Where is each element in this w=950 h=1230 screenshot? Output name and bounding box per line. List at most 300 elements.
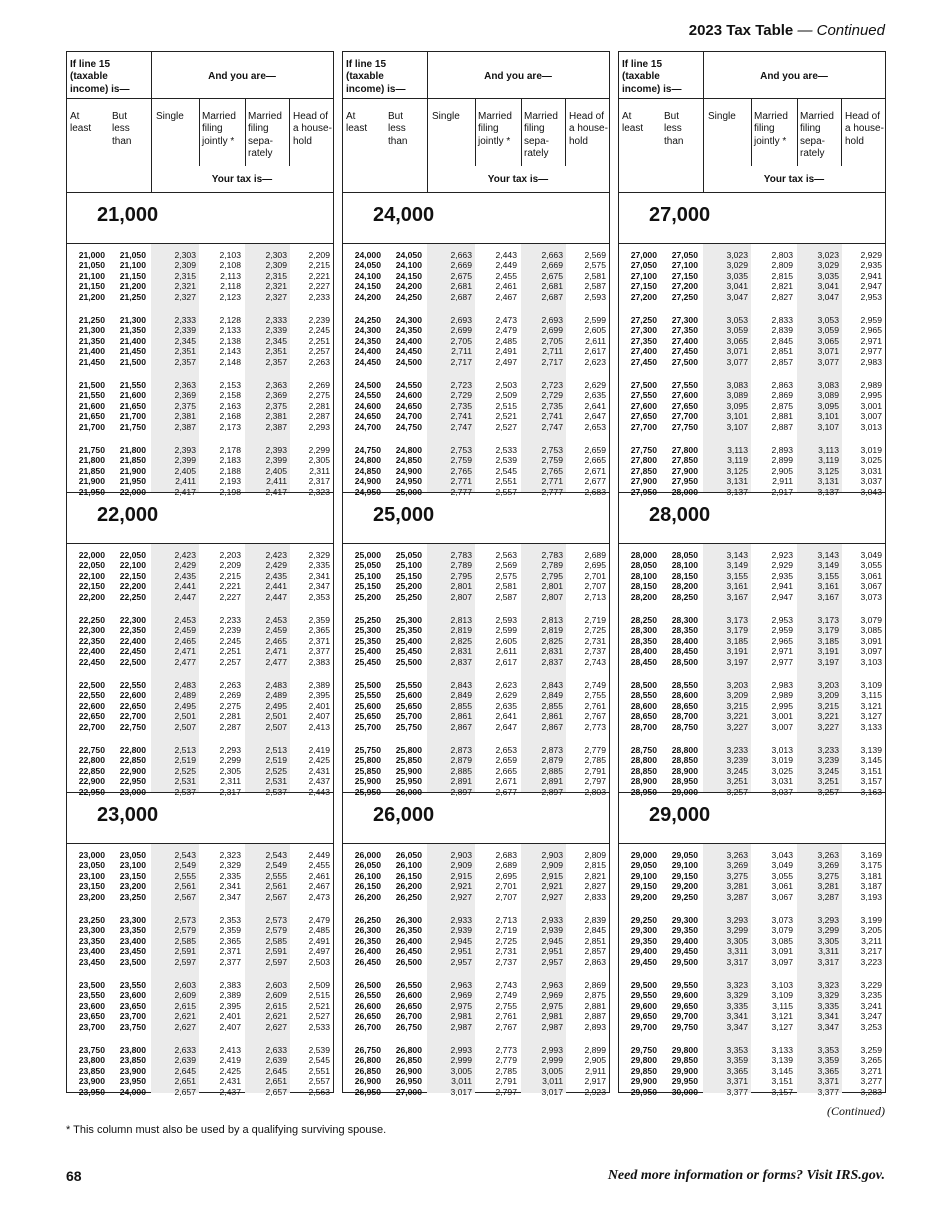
but-less-than-cell: 28,700 [671, 711, 698, 722]
married-separately-tax-cell: 2,975 [541, 1000, 563, 1011]
married-separately-tax-cell: 2,903 [541, 850, 563, 860]
married-jointly-tax-cell: 2,539 [495, 455, 517, 466]
at-least-cell: 24,550 [354, 390, 381, 401]
married-jointly-tax-cell: 3,151 [771, 1076, 793, 1087]
head-household-tax-cell: 2,395 [308, 690, 330, 701]
table-row [343, 946, 609, 956]
but-less-than-cell: 22,100 [119, 560, 146, 571]
married-separately-tax-cell: 2,993 [541, 1045, 563, 1055]
married-separately-tax-cell: 2,861 [541, 711, 563, 722]
rule-line [797, 98, 798, 166]
table-panel [66, 51, 334, 1097]
at-least-cell: 26,400 [354, 946, 381, 957]
married-separately-tax-cell: 2,789 [541, 560, 563, 571]
married-jointly-tax-cell: 2,389 [219, 990, 241, 1001]
married-separately-tax-cell: 2,573 [265, 915, 287, 925]
head-household-tax-cell: 2,551 [308, 1065, 330, 1076]
head-household-tax-cell: 2,605 [584, 325, 606, 336]
single-tax-cell: 2,531 [174, 776, 196, 787]
table-row [343, 250, 609, 260]
single-tax-cell: 2,645 [174, 1065, 196, 1076]
single-tax-cell: 2,327 [174, 291, 196, 302]
married-jointly-tax-cell: 2,869 [771, 390, 793, 401]
income-section [67, 493, 333, 797]
single-tax-cell: 2,723 [450, 380, 472, 390]
single-tax-cell: 2,693 [450, 315, 472, 325]
and-you-are-label: And you are— [484, 71, 552, 82]
married-separately-tax-cell: 3,185 [817, 635, 839, 646]
married-jointly-tax-cell: 2,275 [219, 700, 241, 711]
at-least-cell: 23,300 [78, 925, 105, 936]
married-jointly-tax-cell: 2,695 [495, 870, 517, 881]
married-jointly-tax-cell: 2,611 [496, 646, 517, 657]
table-row [619, 871, 885, 881]
married-jointly-tax-cell: 2,323 [219, 850, 241, 860]
head-household-tax-cell: 3,061 [860, 570, 882, 581]
table-row [67, 390, 333, 400]
married-separately-tax-cell: 3,059 [817, 325, 839, 336]
section-title: 29,000 [649, 804, 711, 826]
married-jointly-tax-cell: 2,263 [219, 680, 241, 690]
married-separately-tax-cell: 2,771 [541, 476, 563, 487]
single-tax-cell: 2,783 [450, 550, 472, 560]
married-separately-tax-cell: 2,339 [265, 325, 287, 336]
married-separately-tax-cell: 3,071 [817, 346, 839, 357]
at-least-cell: 21,850 [78, 465, 105, 476]
table-row [343, 1055, 609, 1065]
single-tax-cell: 2,753 [450, 445, 472, 455]
table-row [67, 925, 333, 935]
married-separately-tax-cell: 2,759 [541, 455, 563, 466]
married-jointly-tax-cell: 2,563 [495, 550, 517, 560]
married-jointly-tax-cell: 2,245 [219, 635, 241, 646]
head-household-tax-cell: 3,103 [860, 656, 882, 667]
married-separately-tax-cell: 2,687 [541, 291, 563, 302]
rule-line [619, 98, 885, 99]
but-less-than-cell: 25,400 [395, 635, 422, 646]
table-row [67, 990, 333, 1000]
single-tax-cell: 3,299 [726, 925, 748, 936]
but-less-than-cell: 23,200 [119, 881, 146, 892]
at-least-cell: 24,300 [354, 325, 381, 336]
table-row [619, 476, 885, 486]
single-tax-cell: 2,891 [450, 776, 472, 787]
but-less-than-cell: 29,800 [671, 1045, 698, 1055]
married-separately-label: Married filing sepa- rately [248, 111, 282, 160]
married-jointly-tax-cell: 3,013 [771, 745, 793, 755]
and-you-are-label: And you are— [208, 71, 276, 82]
single-tax-cell: 2,771 [450, 476, 472, 487]
but-less-than-cell: 26,350 [395, 925, 422, 936]
at-least-cell: 23,000 [78, 850, 105, 860]
section-title: 27,000 [649, 204, 711, 226]
at-least-cell: 29,700 [630, 1021, 657, 1032]
single-tax-cell: 3,023 [726, 250, 748, 260]
head-household-tax-cell: 2,281 [308, 400, 330, 411]
but-less-than-cell: 26,300 [395, 915, 422, 925]
head-household-tax-cell: 2,227 [308, 281, 330, 292]
table-row [67, 701, 333, 711]
table-row [67, 881, 333, 891]
head-household-tax-cell: 2,983 [860, 356, 882, 367]
at-least-cell: 27,050 [630, 260, 657, 271]
married-separately-tax-cell: 2,633 [265, 1045, 287, 1055]
at-least-cell: 22,500 [78, 680, 105, 690]
married-separately-tax-cell: 2,927 [541, 891, 563, 902]
single-tax-cell: 3,047 [726, 291, 748, 302]
single-tax-cell: 2,909 [450, 860, 472, 871]
at-least-cell: 26,050 [354, 860, 381, 871]
single-tax-cell: 2,795 [450, 570, 472, 581]
at-least-cell: 22,250 [78, 615, 105, 625]
married-separately-tax-cell: 3,335 [817, 1000, 839, 1011]
rule-line [245, 98, 246, 166]
table-row [343, 936, 609, 946]
head-household-label: Head of a house- hold [569, 111, 608, 147]
married-separately-tax-cell: 2,957 [541, 956, 563, 967]
married-separately-tax-cell: 2,489 [265, 690, 287, 701]
married-jointly-tax-cell: 2,737 [495, 956, 517, 967]
married-separately-label: Married filing sepa- rately [800, 111, 834, 160]
married-jointly-tax-cell: 2,569 [495, 560, 517, 571]
head-household-tax-cell: 3,223 [860, 956, 882, 967]
table-row [343, 281, 609, 291]
single-tax-cell: 3,179 [726, 625, 748, 636]
head-household-tax-cell: 2,419 [308, 745, 330, 755]
married-jointly-tax-cell: 2,941 [771, 581, 793, 592]
married-jointly-tax-cell: 2,803 [771, 250, 793, 260]
head-household-tax-cell: 2,887 [584, 1011, 606, 1022]
married-separately-tax-cell: 2,651 [265, 1076, 287, 1087]
head-household-tax-cell: 2,341 [308, 570, 330, 581]
but-less-than-cell: 25,650 [395, 700, 422, 711]
single-tax-cell: 2,669 [450, 260, 472, 271]
married-separately-tax-cell: 3,371 [817, 1076, 839, 1087]
table-row [343, 680, 609, 690]
single-tax-cell: 2,813 [450, 615, 472, 625]
table-row [619, 1045, 885, 1055]
but-less-than-cell: 23,000 [119, 786, 146, 797]
married-separately-tax-cell: 2,657 [265, 1086, 287, 1097]
single-tax-cell: 3,365 [726, 1065, 748, 1076]
married-jointly-tax-cell: 2,527 [495, 421, 517, 432]
but-less-than-cell: 27,100 [671, 260, 698, 271]
head-household-tax-cell: 2,791 [584, 765, 606, 776]
at-least-cell: 26,300 [354, 925, 381, 936]
married-separately-tax-cell: 3,353 [817, 1045, 839, 1055]
line15-label: If line 15 (taxable income) is— [70, 59, 130, 95]
head-household-tax-cell: 2,773 [584, 721, 606, 732]
table-row [619, 615, 885, 625]
but-less-than-cell: 21,750 [119, 421, 146, 432]
at-least-cell: 22,100 [78, 570, 105, 581]
table-row [619, 292, 885, 302]
table-row [619, 1087, 885, 1097]
single-tax-cell: 3,263 [726, 850, 748, 860]
head-household-tax-cell: 2,257 [308, 346, 330, 357]
head-household-tax-cell: 3,283 [860, 1086, 882, 1097]
married-jointly-tax-cell: 3,019 [771, 755, 793, 766]
married-separately-tax-cell: 2,363 [265, 380, 287, 390]
but-less-than-cell: 23,850 [119, 1055, 146, 1066]
head-household-tax-cell: 2,977 [860, 346, 882, 357]
single-tax-cell: 2,627 [174, 1021, 196, 1032]
table-row [343, 881, 609, 891]
married-jointly-tax-cell: 2,791 [495, 1076, 517, 1087]
married-separately-tax-cell: 2,807 [541, 591, 563, 602]
but-less-than-cell: 28,050 [671, 550, 698, 560]
at-least-cell: 29,250 [630, 915, 657, 925]
at-least-cell: 24,450 [354, 356, 381, 367]
at-least-cell: 29,500 [630, 980, 657, 990]
single-tax-cell: 3,305 [726, 935, 748, 946]
married-separately-tax-cell: 2,693 [541, 315, 563, 325]
but-less-than-cell: 24,500 [395, 356, 422, 367]
married-jointly-tax-cell: 2,947 [771, 591, 793, 602]
at-least-cell: 24,700 [354, 421, 381, 432]
table-row [67, 281, 333, 291]
at-least-cell: 28,350 [630, 635, 657, 646]
but-less-than-cell: 29,300 [671, 915, 698, 925]
table-row [67, 860, 333, 870]
at-least-cell: 27,450 [630, 356, 657, 367]
but-less-than-cell: 22,250 [119, 591, 146, 602]
but-less-than-cell: 26,400 [395, 935, 422, 946]
married-jointly-tax-cell: 2,773 [495, 1045, 517, 1055]
single-tax-cell: 3,017 [450, 1086, 472, 1097]
but-less-than-cell: 27,200 [671, 281, 698, 292]
at-least-cell: 24,950 [354, 486, 381, 497]
but-less-than-cell: 29,700 [671, 1011, 698, 1022]
head-household-tax-cell: 3,199 [860, 915, 882, 925]
but-less-than-cell: 28,300 [671, 615, 698, 625]
head-household-tax-cell: 3,055 [860, 560, 882, 571]
at-least-cell: 28,200 [630, 591, 657, 602]
table-row [67, 380, 333, 390]
married-separately-tax-cell: 2,777 [541, 486, 563, 497]
table-row [67, 980, 333, 990]
married-jointly-tax-cell: 2,425 [219, 1065, 241, 1076]
table-row [343, 636, 609, 646]
at-least-cell: 21,150 [78, 281, 105, 292]
but-less-than-cell: 28,500 [671, 656, 698, 667]
but-less-than-cell: 25,300 [395, 615, 422, 625]
married-separately-tax-cell: 2,813 [541, 615, 563, 625]
single-tax-cell: 2,495 [174, 700, 196, 711]
single-tax-cell: 2,363 [174, 380, 196, 390]
at-least-cell: 29,400 [630, 946, 657, 957]
married-jointly-tax-cell: 2,479 [495, 325, 517, 336]
single-tax-cell: 3,137 [726, 486, 748, 497]
at-least-cell: 24,400 [354, 346, 381, 357]
married-separately-tax-cell: 3,113 [818, 445, 839, 455]
single-tax-cell: 2,957 [450, 956, 472, 967]
head-household-tax-cell: 2,383 [308, 656, 330, 667]
married-jointly-tax-cell: 2,881 [771, 411, 793, 422]
at-least-cell: 27,400 [630, 346, 657, 357]
at-least-cell: 22,900 [78, 776, 105, 787]
head-household-tax-cell: 2,527 [308, 1011, 330, 1022]
head-household-tax-cell: 3,025 [860, 455, 882, 466]
married-jointly-tax-cell: 2,623 [495, 680, 517, 690]
but-less-than-cell: 23,100 [119, 860, 146, 871]
but-less-than-cell: 23,600 [119, 990, 146, 1001]
but-less-than-cell: 26,000 [395, 786, 422, 797]
table-row [67, 260, 333, 270]
at-least-cell: 27,900 [630, 476, 657, 487]
at-least-cell: 27,700 [630, 421, 657, 432]
table-row [619, 915, 885, 925]
but-less-than-cell: 24,750 [395, 421, 422, 432]
head-household-tax-cell: 2,941 [860, 270, 882, 281]
head-household-tax-cell: 2,587 [584, 281, 606, 292]
but-less-than-cell: 29,650 [671, 1000, 698, 1011]
married-separately-tax-cell: 2,879 [541, 755, 563, 766]
married-jointly-tax-cell: 3,007 [771, 721, 793, 732]
married-separately-tax-cell: 2,555 [265, 870, 287, 881]
single-tax-cell: 2,393 [174, 445, 196, 455]
but-less-than-cell: 23,700 [119, 1011, 146, 1022]
married-separately-tax-cell: 2,987 [541, 1021, 563, 1032]
married-jointly-tax-cell: 2,749 [495, 990, 517, 1001]
at-least-cell: 27,350 [630, 335, 657, 346]
at-least-cell: 23,150 [78, 881, 105, 892]
single-tax-cell: 2,963 [450, 980, 472, 990]
head-household-tax-cell: 2,455 [308, 860, 330, 871]
single-tax-cell: 3,143 [726, 550, 748, 560]
married-jointly-tax-cell: 3,061 [771, 881, 793, 892]
married-separately-tax-cell: 2,369 [265, 390, 287, 401]
married-jointly-tax-cell: 2,743 [495, 980, 517, 990]
at-least-cell: 27,150 [630, 281, 657, 292]
but-less-than-cell: 26,150 [395, 870, 422, 881]
single-tax-cell: 2,501 [174, 711, 196, 722]
table-row [619, 260, 885, 270]
table-row [67, 636, 333, 646]
married-jointly-tax-cell: 2,629 [495, 690, 517, 701]
single-tax-cell: 2,903 [450, 850, 472, 860]
but-less-than-cell: 25,350 [395, 625, 422, 636]
but-less-than-cell: 29,100 [671, 860, 698, 871]
table-row [619, 560, 885, 570]
at-least-cell: 26,550 [354, 990, 381, 1001]
married-jointly-tax-cell: 3,097 [771, 956, 793, 967]
single-tax-cell: 2,837 [450, 656, 472, 667]
at-least-cell: 27,600 [630, 400, 657, 411]
married-jointly-tax-cell: 2,845 [771, 335, 793, 346]
married-separately-tax-cell: 3,239 [817, 755, 839, 766]
married-separately-tax-cell: 2,591 [265, 946, 287, 957]
table-row [619, 745, 885, 755]
head-household-tax-cell: 2,761 [584, 700, 606, 711]
but-less-than-cell: 28,200 [671, 581, 698, 592]
single-tax-cell: 3,281 [726, 881, 748, 892]
table-row [67, 357, 333, 367]
married-separately-tax-cell: 2,933 [541, 915, 563, 925]
table-row [619, 625, 885, 635]
married-separately-tax-cell: 2,849 [541, 690, 563, 701]
single-tax-cell: 3,221 [726, 711, 748, 722]
head-household-tax-cell: 2,449 [308, 850, 330, 860]
table-row [619, 850, 885, 860]
married-jointly-tax-cell: 2,299 [219, 755, 241, 766]
head-household-tax-cell: 2,353 [308, 591, 330, 602]
married-jointly-tax-cell: 2,341 [219, 881, 241, 892]
but-less-than-cell: 27,750 [671, 421, 698, 432]
married-separately-tax-cell: 2,429 [265, 560, 287, 571]
head-household-tax-cell: 2,989 [860, 380, 882, 390]
married-jointly-tax-cell: 3,103 [771, 980, 793, 990]
at-least-label: At least [622, 111, 644, 135]
married-jointly-tax-cell: 2,128 [219, 315, 241, 325]
married-jointly-tax-cell: 2,545 [495, 465, 517, 476]
head-household-tax-cell: 3,019 [860, 445, 882, 455]
at-least-cell: 25,450 [354, 656, 381, 667]
married-jointly-tax-cell: 2,827 [771, 291, 793, 302]
table-row [619, 250, 885, 260]
head-household-tax-cell: 2,407 [308, 711, 330, 722]
married-separately-tax-cell: 3,173 [817, 615, 839, 625]
title-suffix: — Continued [797, 22, 885, 39]
but-less-than-cell: 26,800 [395, 1045, 422, 1055]
at-least-cell: 26,700 [354, 1021, 381, 1032]
at-least-cell: 22,450 [78, 656, 105, 667]
at-least-cell: 24,250 [354, 315, 381, 325]
married-separately-tax-cell: 2,315 [265, 270, 287, 281]
table-row [343, 592, 609, 602]
but-less-than-cell: 22,900 [119, 765, 146, 776]
table-row [343, 625, 609, 635]
married-separately-tax-cell: 3,107 [817, 421, 839, 432]
single-tax-cell: 3,329 [726, 990, 748, 1001]
married-separately-tax-cell: 3,245 [817, 765, 839, 776]
married-jointly-tax-cell: 2,183 [219, 455, 241, 466]
but-less-than-cell: 25,100 [395, 560, 422, 571]
married-jointly-tax-cell: 2,209 [219, 560, 241, 571]
rule-line [199, 98, 200, 166]
table-row [67, 455, 333, 465]
married-jointly-tax-cell: 3,043 [771, 850, 793, 860]
but-less-than-cell: 25,150 [395, 570, 422, 581]
table-row [343, 357, 609, 367]
line15-label: If line 15 (taxable income) is— [346, 59, 406, 95]
table-row [67, 581, 333, 591]
table-row [619, 1055, 885, 1065]
table-row [343, 722, 609, 732]
at-least-cell: 23,700 [78, 1021, 105, 1032]
table-row [343, 711, 609, 721]
married-separately-tax-cell: 2,507 [265, 721, 287, 732]
section-title: 26,000 [373, 804, 435, 826]
table-row [619, 936, 885, 946]
at-least-cell: 25,350 [354, 635, 381, 646]
head-household-tax-cell: 2,929 [860, 250, 882, 260]
married-jointly-tax-cell: 2,899 [771, 455, 793, 466]
single-tax-cell: 2,567 [174, 891, 196, 902]
table-row [67, 336, 333, 346]
head-household-tax-cell: 2,641 [584, 400, 606, 411]
at-least-cell: 22,700 [78, 721, 105, 732]
single-tax-cell: 2,399 [174, 455, 196, 466]
head-household-tax-cell: 2,767 [584, 711, 606, 722]
married-jointly-tax-cell: 2,353 [219, 915, 241, 925]
at-least-cell: 21,650 [78, 411, 105, 422]
but-less-than-cell: 25,500 [395, 656, 422, 667]
head-household-tax-cell: 2,311 [309, 465, 330, 476]
at-least-cell: 21,000 [78, 250, 105, 260]
head-household-tax-cell: 2,917 [584, 1076, 606, 1087]
table-row [619, 1076, 885, 1086]
